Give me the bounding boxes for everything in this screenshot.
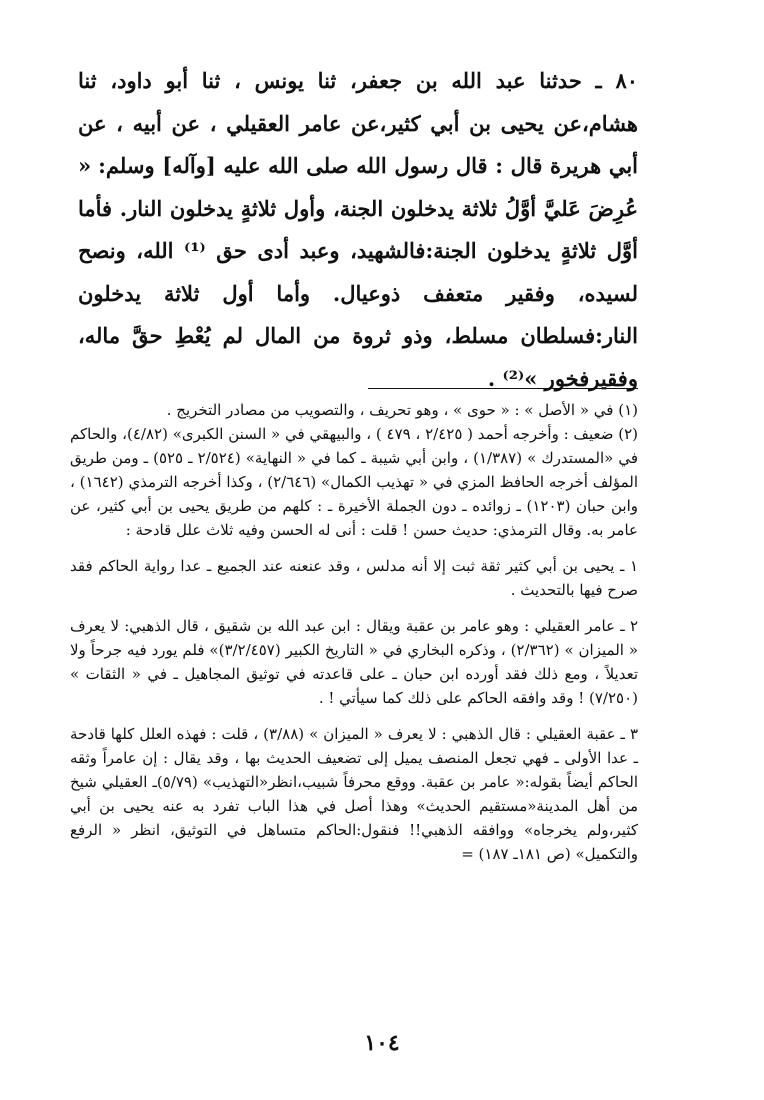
footnote-2-point-3: ٣ ـ عقبة العقيلي : قال الذهبي : لا يعرف « الميزان » (٣/٨٨) ، قلت : فهذه العلل كلها قادحة ـ عدا الأولى ـ فهي تجعل المنصف يميل إلى تضعيف الحديث بها ، وقد يقال : إن عامراً وثقه الحاكم أيضاً بقوله:« عامر بن عقبة. ووقع محرفاً شبيب،انظر«التهذيب» (٥/٧٩)ـ العقيلي شيخ من أهل المدينة«مستقيم الحديث» وهذا أصل في هذا الباب تفرد به عنه يحيى بن أبي كثير،ولم يخرجاه» ووافقه الذهبي!! فنقول:الحاكم متساهل في التوثيق، انظر « الرفع والتكميل» (ص ١٨١ـ ١٨٧) =: [70, 725, 639, 863]
hadith-isnad: ٨٠ ـ حدثنا عبد الله بن جعفر، ثنا يونس ، ثنا أبو داود، ثنا هشام،عن يحيى بن أبي كثير،عن عامر العقيلي ، عن أبيه ، عن أبي هريرة قال : قال رسول الله صلى الله عليه [وآله] وسلم:: [78, 68, 638, 178]
hadith-text: [78, 60, 638, 400]
hadith-matn: « عُرِضَ عَليَّ أوَّلُ ثلاثة يدخلون الجنة، وأول ثلاثةٍ يدخلون النار. فأما أوَّل ثلاثةٍ يدخلون الجنة:فالشهيد، وعبد أدى حق ⁽¹⁾ الله، ونصح لسيده، وفقير متعفف ذوعيال. وأما أول ثلاثة يدخلون النار:فسلطان مسلط، وذو ثروة من المال لم يُعْطِ حقَّ ماله، وفقيرفخور »⁽²⁾ .: [78, 153, 638, 391]
footnotes: [70, 398, 638, 866]
footnote-2-point-2: ٢ ـ عامر العقيلي : وهو عامر بن عقبة ويقال : ابن عبد الله بن شقيق ، قال الذهبي: لا يعرف « الميزان » (٢/٣٦٢) ، وذكره البخاري في « التاريخ الكبير (٣/٢/٤٥٧)» فلم يورد فيه جرحاً ولا تعديلاً ، ومع ذلك فقد أورده ابن حبان ـ على قاعدته في توثيق المجاهيل ـ في « الثقات » (٧/٢٥٠) ! وقد وافقه الحاكم على ذلك كما سيأتي ! .: [70, 617, 639, 707]
footnote-1: (١) في « الأصل » : « حوى » ، وهو تحريف ، والتصويب من مصادر التخريج .: [166, 401, 638, 419]
footnote-2-point-1: ١ ـ يحيى بن أبي كثير ثقة ثبت إلا أنه مدلس ، وقد عنعنه عند الجميع ـ عدا رواية الحاكم فقد صرح فيها بالتحديث .: [70, 557, 638, 599]
page-number: ١٠٤: [364, 1030, 400, 1056]
footnote-2: (٢) ضعيف : وأخرجه أحمد ( ٢/٤٢٥ ، ٤٧٩ ) ، والبيهقي في « السنن الكبرى» (٤/٨٢)، والحاكم في «المستدرك » (١/٣٨٧) ، وابن أبي شيبة ـ كما في « النهاية» (٢/٥٢٤ ـ ٥٢٥) ـ ومن طريق المؤلف أخرجه الحافظ المزي في « تهذيب الكمال» (٢/٦٤٦) ، وكذا أخرجه الترمذي (١٦٤٢) ، وابن حبان (١٢٠٣) ـ زوائده ـ دون الجملة الأخيرة ـ : كلهم من طريق يحيى بن أبي كثير، عن عامر به. وقال الترمذي: حديث حسن ! قلت : أنى له الحسن وفيه ثلاث علل قادحة :: [70, 425, 639, 539]
footnote-divider: [368, 388, 638, 389]
